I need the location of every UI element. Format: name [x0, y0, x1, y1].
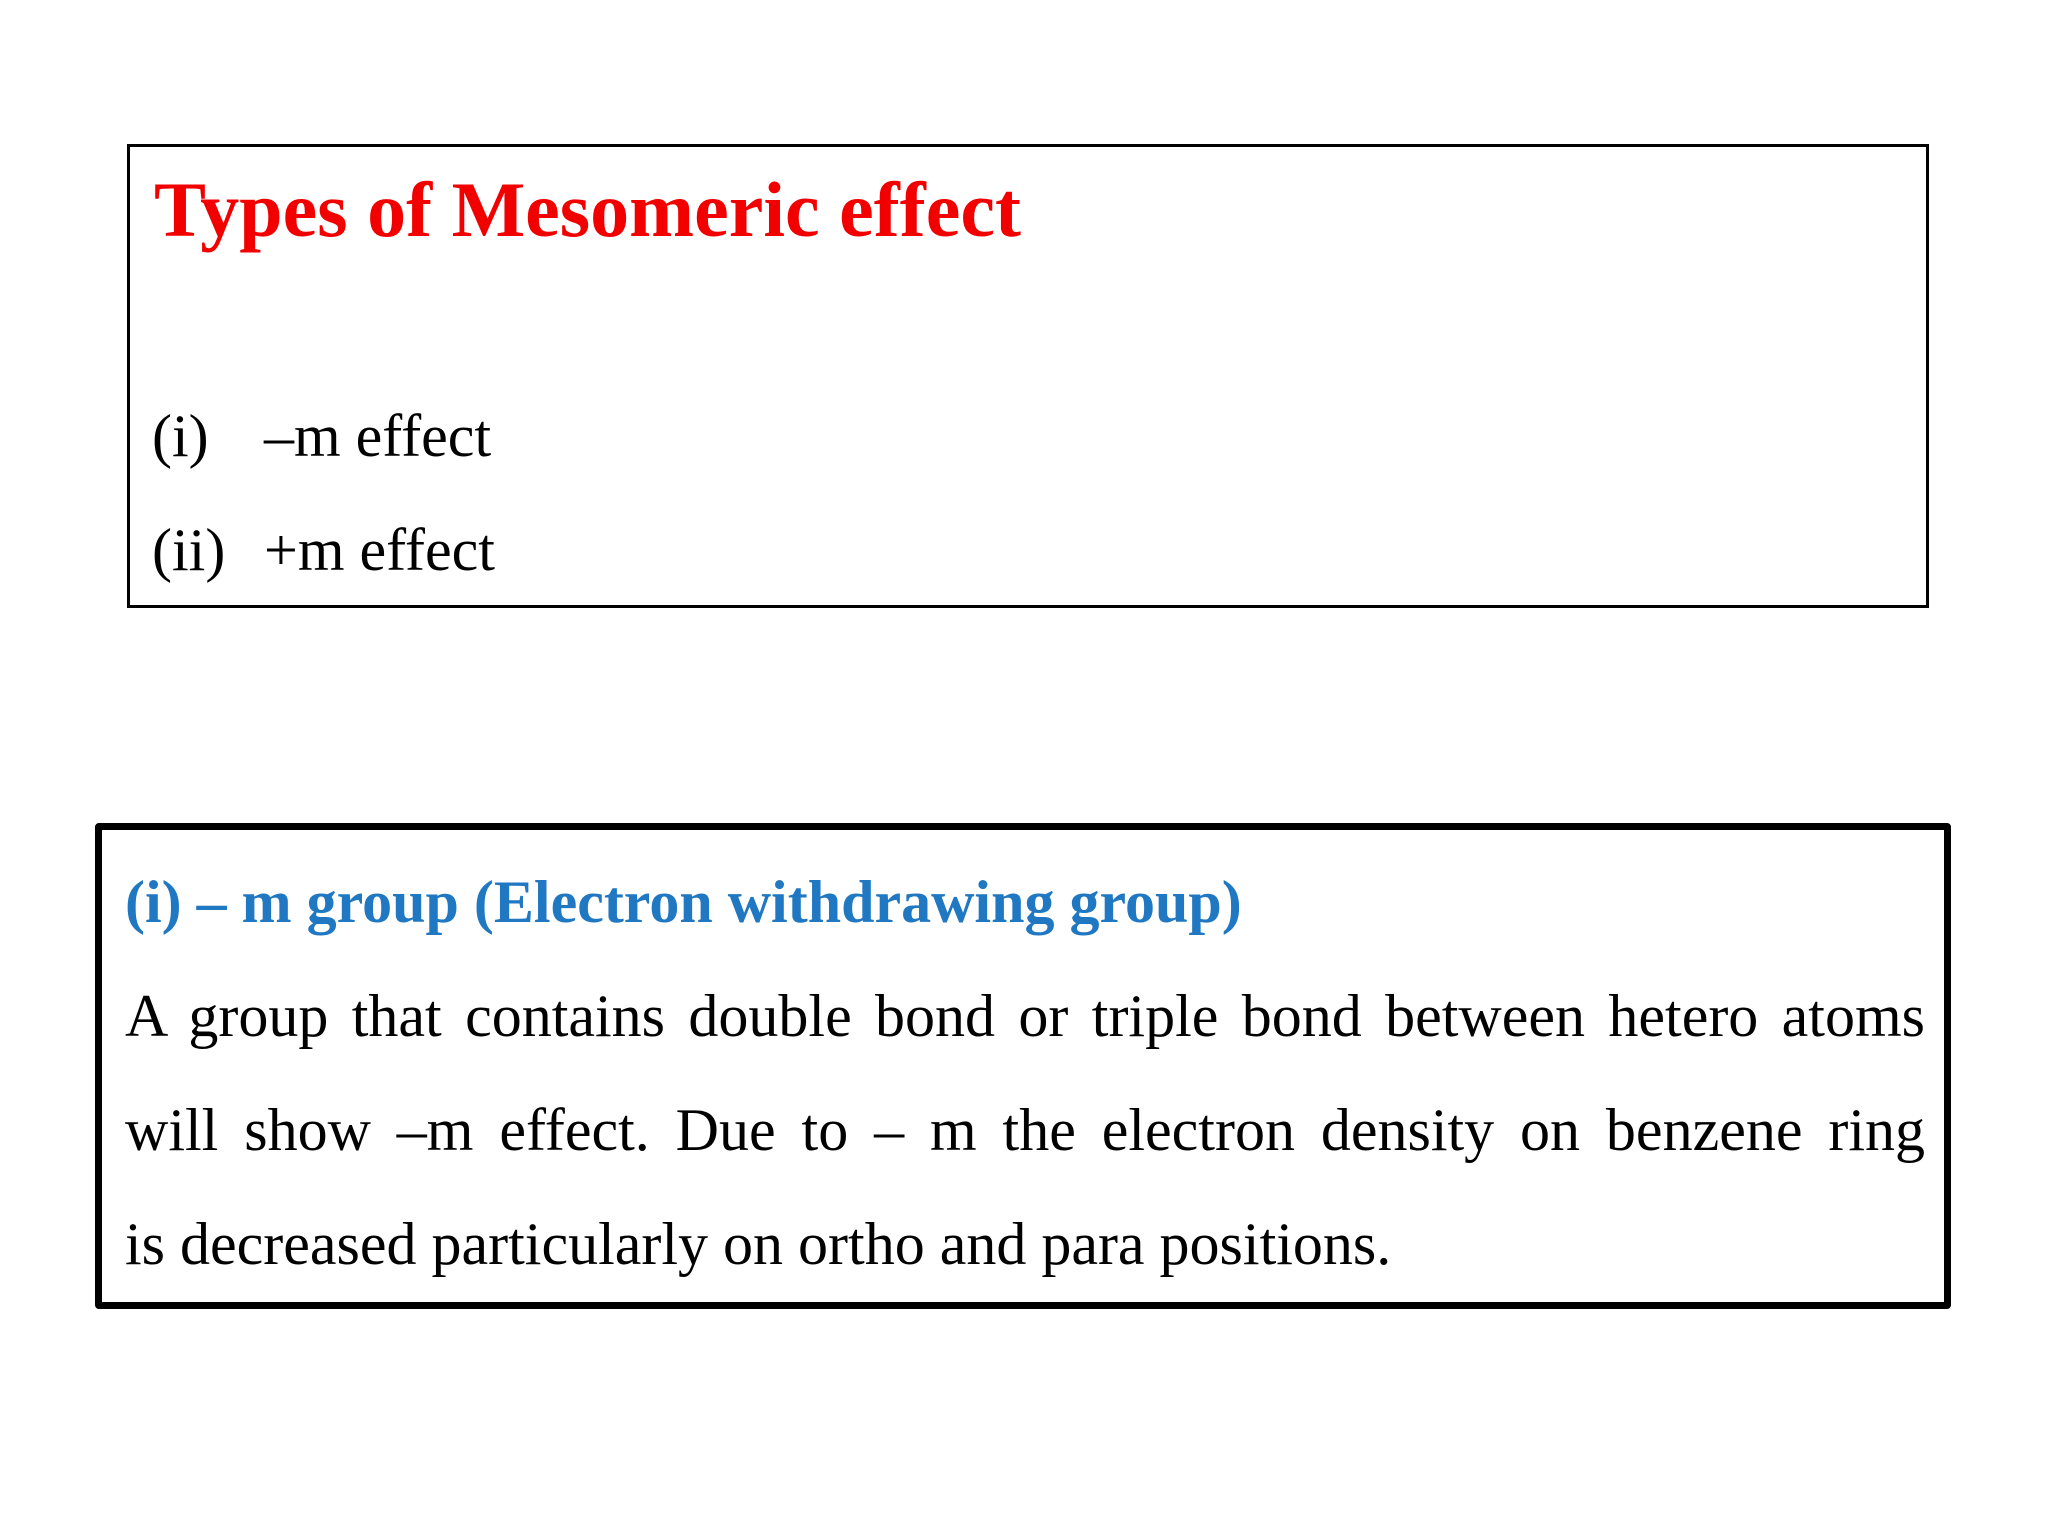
types-box: [127, 144, 1929, 608]
definition-box: [95, 823, 1951, 1309]
type-text: +m effect: [264, 517, 495, 583]
type-item-plus-m: [152, 514, 495, 586]
paragraph-line-2: will show –m effect. Due to – m the electron density on benzene ring: [125, 1097, 1925, 1163]
paragraph-line-3: is decreased particularly on ortho and para positions.: [125, 1211, 1392, 1277]
type-marker: (ii): [152, 517, 226, 583]
type-marker: (i): [152, 403, 209, 469]
paragraph-line-1: A group that contains double bond or triple bond between hetero atoms: [125, 983, 1925, 1049]
type-text: –m effect: [264, 403, 492, 469]
section-heading: (i) – m group (Electron withdrawing group): [125, 869, 1242, 935]
type-item-minus-m: [152, 400, 491, 472]
types-title: Types of Mesomeric effect: [154, 166, 1021, 253]
